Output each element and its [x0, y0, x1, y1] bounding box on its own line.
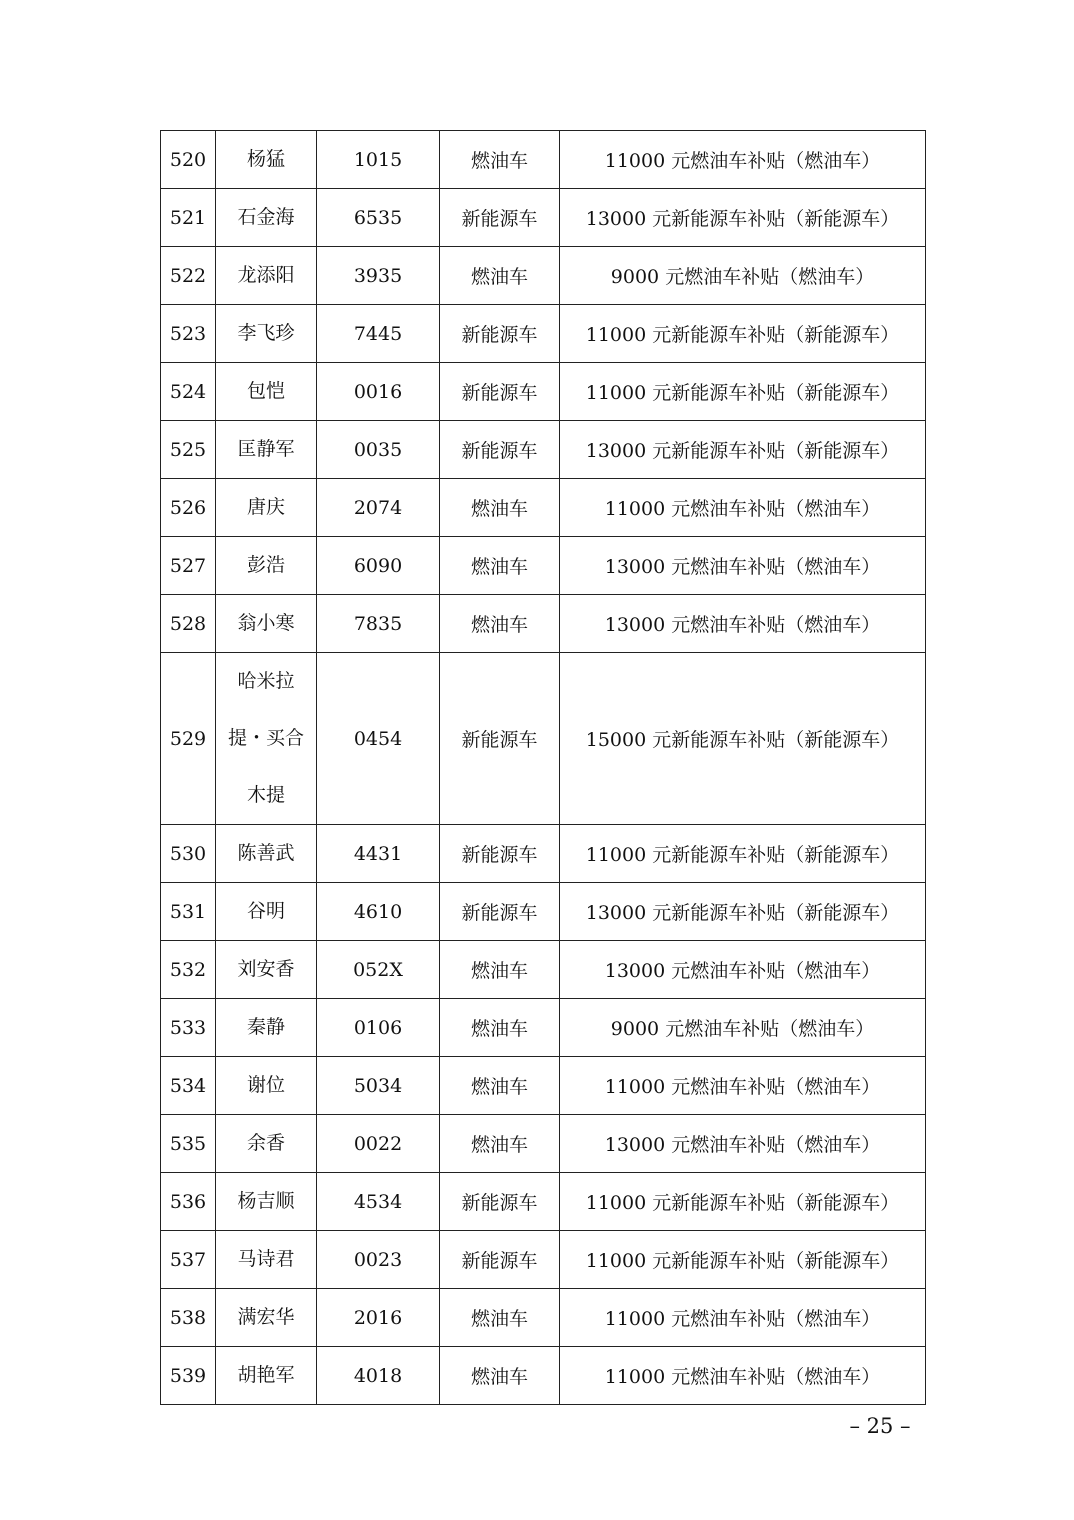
- name-cell: 龙添阳: [216, 247, 317, 305]
- id-suffix-cell: 0454: [317, 653, 440, 825]
- subsidy-cell: 11000 元新能源车补贴（新能源车）: [560, 363, 926, 421]
- id-suffix-cell: 4018: [317, 1347, 440, 1405]
- subsidy-cell: 11000 元新能源车补贴（新能源车）: [560, 1173, 926, 1231]
- vehicle-type-cell: 燃油车: [440, 1347, 560, 1405]
- name-cell: 秦静: [216, 999, 317, 1057]
- subsidy-cell: 13000 元燃油车补贴（燃油车）: [560, 595, 926, 653]
- row-number-cell: 530: [161, 825, 216, 883]
- id-suffix-cell: 5034: [317, 1057, 440, 1115]
- row-number-cell: 535: [161, 1115, 216, 1173]
- subsidy-cell: 9000 元燃油车补贴（燃油车）: [560, 999, 926, 1057]
- id-suffix-cell: 052X: [317, 941, 440, 999]
- subsidy-cell: 13000 元新能源车补贴（新能源车）: [560, 421, 926, 479]
- table-body: [161, 131, 926, 1405]
- subsidy-cell: 11000 元燃油车补贴（燃油车）: [560, 1057, 926, 1115]
- row-number-cell: 523: [161, 305, 216, 363]
- vehicle-type-cell: 燃油车: [440, 999, 560, 1057]
- subsidy-cell: 13000 元燃油车补贴（燃油车）: [560, 941, 926, 999]
- id-suffix-cell: 2016: [317, 1289, 440, 1347]
- name-cell: 哈米拉提・买合木提: [216, 653, 317, 825]
- vehicle-type-cell: 燃油车: [440, 1057, 560, 1115]
- vehicle-type-cell: 新能源车: [440, 825, 560, 883]
- subsidy-cell: 11000 元燃油车补贴（燃油车）: [560, 1347, 926, 1405]
- table-row: [161, 1115, 926, 1173]
- row-number-cell: 527: [161, 537, 216, 595]
- subsidy-cell: 11000 元新能源车补贴（新能源车）: [560, 825, 926, 883]
- vehicle-type-cell: 燃油车: [440, 247, 560, 305]
- id-suffix-cell: 0022: [317, 1115, 440, 1173]
- vehicle-type-cell: 新能源车: [440, 883, 560, 941]
- vehicle-type-cell: 新能源车: [440, 1173, 560, 1231]
- row-number-cell: 522: [161, 247, 216, 305]
- table-row: [161, 653, 926, 825]
- table-row: [161, 479, 926, 537]
- table-row: [161, 131, 926, 189]
- table-row: [161, 189, 926, 247]
- page-number: – 25 –: [849, 1414, 911, 1438]
- subsidy-cell: 11000 元燃油车补贴（燃油车）: [560, 131, 926, 189]
- row-number-cell: 529: [161, 653, 216, 825]
- subsidy-cell: 9000 元燃油车补贴（燃油车）: [560, 247, 926, 305]
- subsidy-cell: 13000 元燃油车补贴（燃油车）: [560, 1115, 926, 1173]
- table-row: [161, 247, 926, 305]
- vehicle-type-cell: 新能源车: [440, 305, 560, 363]
- id-suffix-cell: 0106: [317, 999, 440, 1057]
- id-suffix-cell: 2074: [317, 479, 440, 537]
- subsidy-cell: 11000 元燃油车补贴（燃油车）: [560, 479, 926, 537]
- row-number-cell: 533: [161, 999, 216, 1057]
- row-number-cell: 526: [161, 479, 216, 537]
- name-cell: 余香: [216, 1115, 317, 1173]
- row-number-cell: 532: [161, 941, 216, 999]
- id-suffix-cell: 6535: [317, 189, 440, 247]
- table-row: [161, 305, 926, 363]
- vehicle-type-cell: 燃油车: [440, 1115, 560, 1173]
- subsidy-table: [160, 130, 926, 1405]
- id-suffix-cell: 4534: [317, 1173, 440, 1231]
- vehicle-type-cell: 燃油车: [440, 537, 560, 595]
- table-row: [161, 1173, 926, 1231]
- name-cell: 匡静军: [216, 421, 317, 479]
- name-cell: 杨猛: [216, 131, 317, 189]
- row-number-cell: 525: [161, 421, 216, 479]
- row-number-cell: 536: [161, 1173, 216, 1231]
- table-row: [161, 883, 926, 941]
- name-cell: 马诗君: [216, 1231, 317, 1289]
- table-row: [161, 537, 926, 595]
- name-cell: 陈善武: [216, 825, 317, 883]
- vehicle-type-cell: 新能源车: [440, 653, 560, 825]
- table-row: [161, 941, 926, 999]
- vehicle-type-cell: 新能源车: [440, 421, 560, 479]
- id-suffix-cell: 0035: [317, 421, 440, 479]
- row-number-cell: 539: [161, 1347, 216, 1405]
- name-cell: 刘安香: [216, 941, 317, 999]
- id-suffix-cell: 7835: [317, 595, 440, 653]
- id-suffix-cell: 4431: [317, 825, 440, 883]
- table-row: [161, 1347, 926, 1405]
- subsidy-cell: 11000 元新能源车补贴（新能源车）: [560, 305, 926, 363]
- subsidy-cell: 11000 元燃油车补贴（燃油车）: [560, 1289, 926, 1347]
- row-number-cell: 524: [161, 363, 216, 421]
- name-cell: 包恺: [216, 363, 317, 421]
- vehicle-type-cell: 燃油车: [440, 595, 560, 653]
- row-number-cell: 531: [161, 883, 216, 941]
- vehicle-type-cell: 燃油车: [440, 1289, 560, 1347]
- subsidy-cell: 13000 元燃油车补贴（燃油车）: [560, 537, 926, 595]
- id-suffix-cell: 0023: [317, 1231, 440, 1289]
- subsidy-cell: 13000 元新能源车补贴（新能源车）: [560, 883, 926, 941]
- row-number-cell: 537: [161, 1231, 216, 1289]
- table-row: [161, 421, 926, 479]
- subsidy-cell: 11000 元新能源车补贴（新能源车）: [560, 1231, 926, 1289]
- id-suffix-cell: 3935: [317, 247, 440, 305]
- table-row: [161, 363, 926, 421]
- vehicle-type-cell: 新能源车: [440, 189, 560, 247]
- table-row: [161, 1289, 926, 1347]
- id-suffix-cell: 6090: [317, 537, 440, 595]
- row-number-cell: 534: [161, 1057, 216, 1115]
- name-cell: 彭浩: [216, 537, 317, 595]
- name-cell: 谷明: [216, 883, 317, 941]
- row-number-cell: 521: [161, 189, 216, 247]
- id-suffix-cell: 7445: [317, 305, 440, 363]
- name-cell: 胡艳军: [216, 1347, 317, 1405]
- subsidy-cell: 15000 元新能源车补贴（新能源车）: [560, 653, 926, 825]
- table-row: [161, 595, 926, 653]
- id-suffix-cell: 0016: [317, 363, 440, 421]
- table-row: [161, 825, 926, 883]
- table-row: [161, 999, 926, 1057]
- name-cell: 李飞珍: [216, 305, 317, 363]
- subsidy-cell: 13000 元新能源车补贴（新能源车）: [560, 189, 926, 247]
- row-number-cell: 538: [161, 1289, 216, 1347]
- row-number-cell: 520: [161, 131, 216, 189]
- vehicle-type-cell: 燃油车: [440, 941, 560, 999]
- row-number-cell: 528: [161, 595, 216, 653]
- table-row: [161, 1057, 926, 1115]
- vehicle-type-cell: 新能源车: [440, 1231, 560, 1289]
- name-cell: 谢位: [216, 1057, 317, 1115]
- name-cell: 唐庆: [216, 479, 317, 537]
- vehicle-type-cell: 燃油车: [440, 131, 560, 189]
- id-suffix-cell: 4610: [317, 883, 440, 941]
- vehicle-type-cell: 燃油车: [440, 479, 560, 537]
- name-cell: 石金海: [216, 189, 317, 247]
- name-cell: 翁小寒: [216, 595, 317, 653]
- table-row: [161, 1231, 926, 1289]
- id-suffix-cell: 1015: [317, 131, 440, 189]
- name-cell: 满宏华: [216, 1289, 317, 1347]
- name-cell: 杨吉顺: [216, 1173, 317, 1231]
- vehicle-type-cell: 新能源车: [440, 363, 560, 421]
